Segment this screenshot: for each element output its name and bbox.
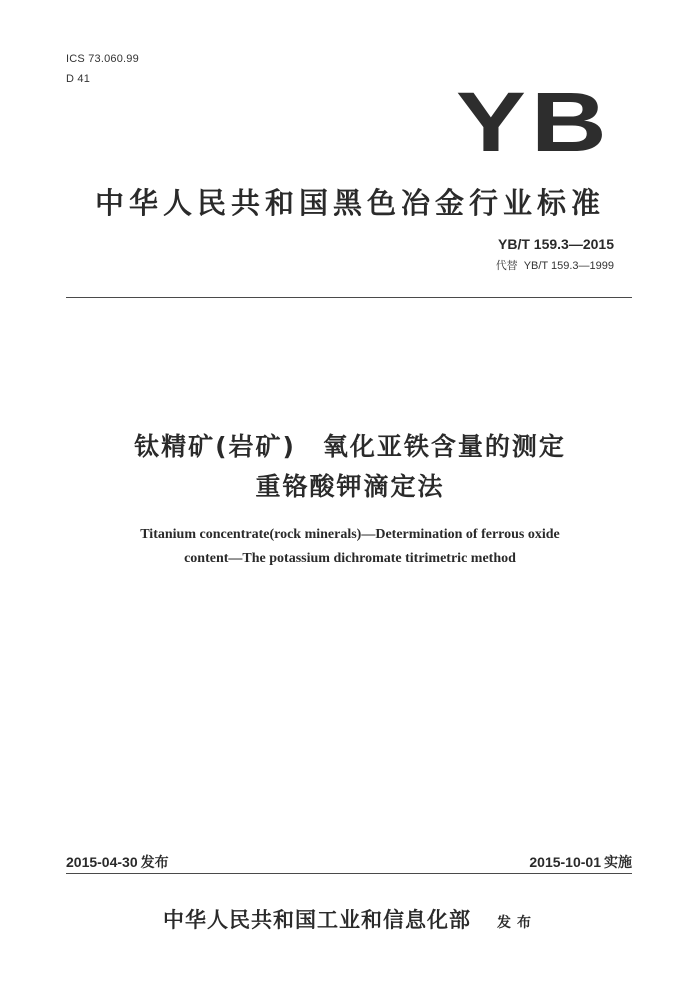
english-title-line-1: Titanium concentrate(rock minerals)—Determination of ferrous oxide [140, 527, 560, 542]
issue-date [66, 852, 169, 872]
english-title-line-2: content—The potassium dichromate titrimetric method [184, 551, 516, 566]
issue-date-label: 发布 [140, 855, 169, 871]
standard-number: YB/T 159.3—2015 [498, 236, 614, 252]
implementation-date-value: 2015-10-01 [529, 854, 601, 870]
replaces-number: YB/T 159.3—1999 [523, 260, 614, 272]
replaces-line [496, 257, 614, 273]
issuer-line [0, 904, 700, 934]
replaces-label: 代替 [495, 259, 518, 272]
chinese-title-line-1: 钛精矿(岩矿) 氧化亚铁含量的测定 [134, 432, 566, 461]
implementation-date [529, 852, 632, 872]
issuer-action: 发布 [497, 915, 537, 931]
chinese-title-line-2: 重铬酸钾滴定法 [255, 472, 445, 501]
standard-category-title: 中华人民共和国黑色冶金行业标准 [94, 186, 605, 220]
top-divider [66, 297, 632, 298]
ccs-code: D 41 [66, 73, 91, 85]
ics-code: ICS 73.060.99 [66, 53, 139, 65]
issuer-name: 中华人民共和国工业和信息化部 [163, 908, 471, 932]
implementation-date-label: 实施 [604, 855, 632, 871]
yb-logo: YB [456, 75, 612, 169]
issue-date-value: 2015-04-30 [66, 854, 138, 870]
bottom-divider [66, 873, 632, 874]
